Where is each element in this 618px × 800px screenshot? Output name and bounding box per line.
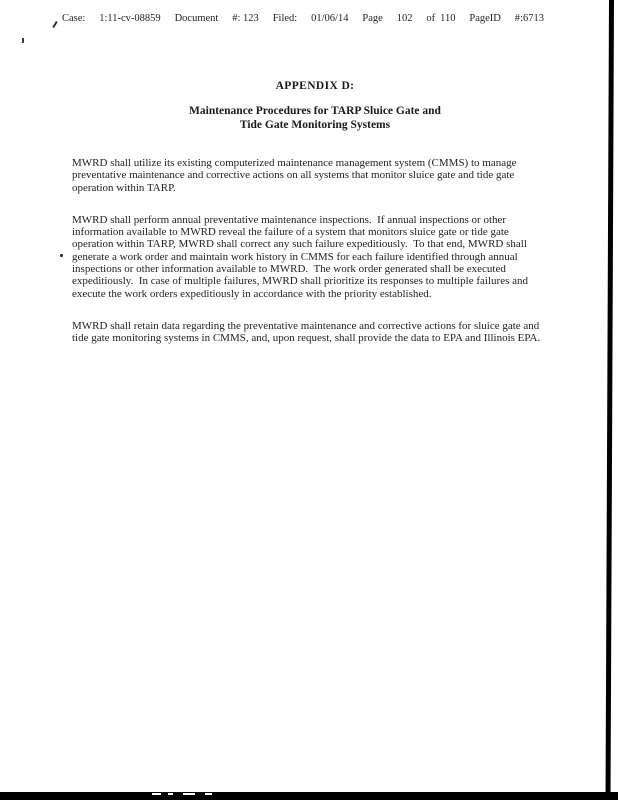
paragraph-cmms-utilization: MWRD shall utilize its existing computerized maintenance management system (CMMS) to manage preventative maintenance and corrective actions on all systems that monitor sluice gate and tide gate operation within TARP. xyxy=(72,157,520,194)
filed-date: 01/06/14 xyxy=(311,13,349,24)
court-stamp-header xyxy=(62,13,544,24)
document-body xyxy=(72,157,550,365)
appendix-title: APPENDIX D: xyxy=(275,80,355,92)
subtitle-line-1: Maintenance Procedures for TARP Sluice Gate and xyxy=(189,105,441,117)
subtitle-line-2: Tide Gate Monitoring Systems xyxy=(239,119,391,131)
case-number: 1:11-cv-08859 xyxy=(99,13,161,24)
case-label: Case: xyxy=(62,13,86,24)
page-total-group xyxy=(426,13,455,24)
paragraph-data-retention: MWRD shall retain data regarding the preventative maintenance and corrective actions for sluice gate and tide gate monitoring systems in CMMS, and, upon request, shall provide the data to EPA and Illinois EPA. xyxy=(72,319,543,345)
document-subtitle xyxy=(12,104,618,132)
scan-speck xyxy=(183,793,195,795)
pageid-value: #:6713 xyxy=(514,13,544,24)
page-number: 102 xyxy=(396,13,413,24)
scan-speck xyxy=(205,793,212,795)
scan-artifact-dot xyxy=(60,254,63,257)
scan-speck xyxy=(168,793,173,795)
document-number: #: 123 xyxy=(232,13,259,24)
scan-speck xyxy=(152,793,161,795)
of-label: of xyxy=(426,13,436,24)
total-pages: 110 xyxy=(440,13,456,24)
filed-label: Filed: xyxy=(272,13,298,24)
document-label: Document xyxy=(174,13,219,24)
scan-border-bottom xyxy=(0,792,618,800)
pageid-label: PageID xyxy=(469,13,501,24)
scan-artifact-diagonal-mark xyxy=(52,21,57,28)
scan-artifact-tick-mark xyxy=(22,38,24,43)
paragraph-annual-inspections: MWRD shall perform annual preventative maintenance inspections. If annual inspections or other information available to MWRD reveal the failure of a system that monitors sluice gate or tide gate operation within TARP, MWRD shall correct any such failure expeditiously. To that end, MWRD shall generate a work order and maintain work history in CMMS for each failure identified through annual inspections or other information available to MWRD. The work order generated shall be executed expeditiously. In case of multiple failures, MWRD shall prioritize its responses to multiple failures and execute the work orders expeditiously in accordance with the priority established. xyxy=(72,213,531,300)
page-label: Page xyxy=(362,13,383,24)
